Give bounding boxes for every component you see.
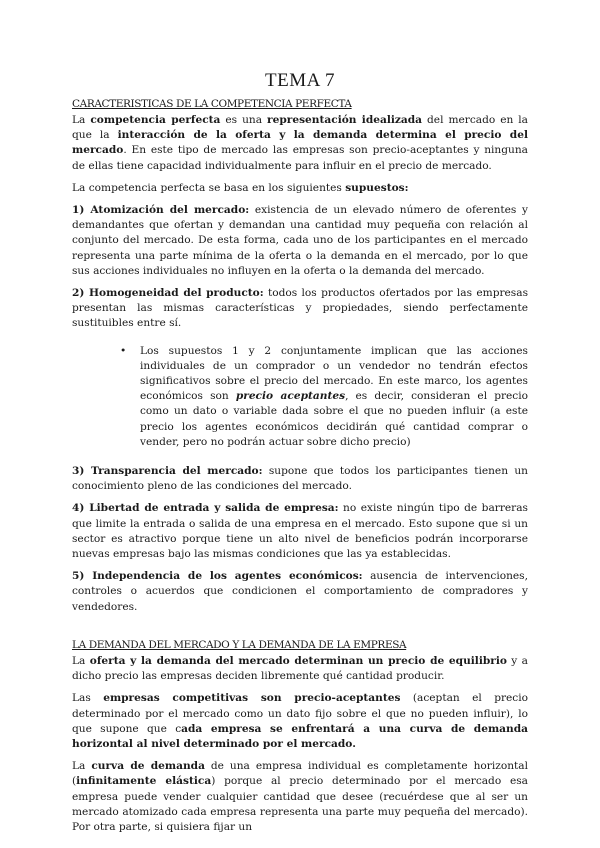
paragraph-definition: La competencia perfecta es una representación idealizada del mercado en la que la interacción de la oferta y la demanda determina el precio del mercado. En este tipo de mercado las empresas son precio-aceptantes y ninguna de ellas tiene capacidad individualmente para influir en el precio de mercado. [72,114,528,172]
section-heading-demanda: LA DEMANDA DEL MERCADO Y LA DEMANDA DE LA EMPRESA [72,638,407,651]
paragraph-homogeneidad: 2) Homogeneidad del producto: todos los productos ofertados por las empresas presentan las mismas características y propiedades, siendo perfectamente sustituibles entre sí. [72,287,529,330]
paragraph-equilibrio: La oferta y la demanda del mercado determinan un precio de equilibrio y a dicho precio las empresas deciden libremente qué cantidad producir. [72,654,528,683]
paragraph-curva-demanda: La curva de demanda de una empresa individual es completamente horizontal (infinitamente elástica) porque al precio determinado por el mercado esa empresa puede vender cualquier cantidad que desee (recuérdese que al ser un mercado atomizado cada empresa representa una parte muy pequeña del mercado). Por otra parte, si quisiera fijar un [72,760,528,833]
paragraph-libertad: 4) Libertad de entrada y salida de empresa: no existe ningún tipo de barreras que limite la entrada o salida de una empresa en el mercado. Esto supone que si un sector es atractivo porque tiene un alto nivel de beneficios podrán incorporarse nuevas empresas bajo las mismas condiciones que las ya establecidas. [72,502,528,561]
paragraph-atomizacion: 1) Atomización del mercado: existencia de un elevado número de oferentes y demandantes que ofertan y demandan una cantidad muy pequeña con relación al conjunto del mercado. De esta forma, cada uno de los participantes en el mercado representa una parte mínima de la oferta o la demanda en el mercado, por lo que sus acciones individuales no influyen en la oferta o la demanda del mercado. [72,204,528,277]
document-page [72,70,528,842]
bullet-item [72,344,528,450]
bullet-icon: • [120,344,127,357]
paragraph-supuestos-intro: La competencia perfecta se basa en los siguientes supuestos: [72,181,409,194]
paragraph-transparencia: 3) Transparencia del mercado: supone que todos los participantes tienen un conocimiento pleno de las condiciones del mercado. [72,465,528,493]
page-title: TEMA 7 [264,70,336,91]
section-heading-competencia: CARACTERISTICAS DE LA COMPETENCIA PERFECTA [72,98,352,110]
paragraph-precio-aceptantes: Las empresas competitivas son precio-aceptantes (aceptan el precio determinado por el mercado como un dato fijo sobre el que no pueden influir), lo que supone que cada empresa se enfrentará a una curva de demanda horizontal al nivel determinado por el mercado. [72,692,529,750]
bullet-text: Los supuestos 1 y 2 conjuntamente implican que las acciones individuales de un comprador o un vendedor no tendrán efectos significativos sobre el precio del mercado. En este marco, los agentes económicos son precio aceptantes, es decir, consideran el precio como un dato o variable dada sobre el que no pueden influir (a este precio los agentes económicos decidirán qué cantidad comprar o vender, pero no podrán actuar sobre dicho precio) [140,344,529,448]
paragraph-independencia: 5) Independencia de los agentes económicos: ausencia de intervenciones, controles o acuerdos que condicionen el comportamiento de compradores y vendedores. [72,570,528,613]
